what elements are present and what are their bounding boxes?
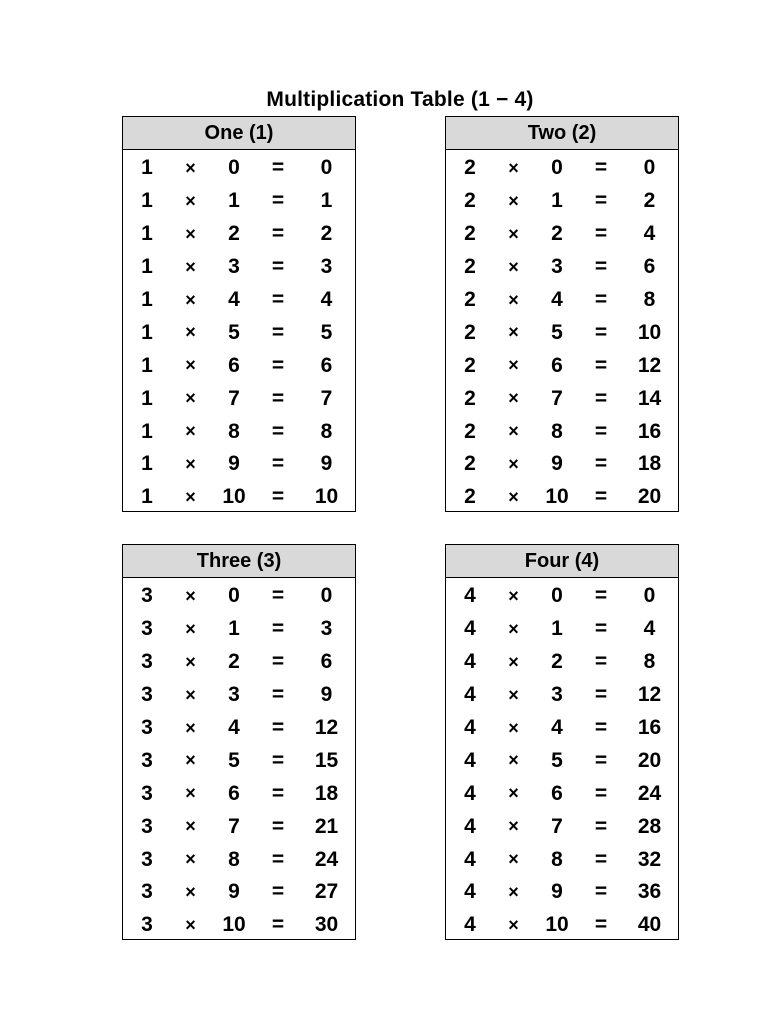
- product: 8: [643, 288, 656, 311]
- times-sign: ×: [185, 453, 196, 474]
- times-sign: ×: [508, 388, 519, 409]
- equals-sign: =: [594, 222, 608, 246]
- table-row: [446, 218, 678, 251]
- times-sign: ×: [185, 223, 196, 244]
- equals-sign: =: [271, 683, 285, 707]
- table-row: [446, 646, 678, 679]
- table-row: [123, 744, 355, 777]
- table-row: [446, 876, 678, 909]
- multiplicand: 4: [464, 716, 476, 739]
- table-row: [446, 481, 678, 514]
- multiplier: 1: [551, 189, 563, 213]
- product: 12: [637, 353, 662, 377]
- product: 9: [320, 683, 333, 707]
- multiplicand: 4: [464, 781, 476, 805]
- multiplier: 0: [228, 584, 240, 608]
- equals-sign: =: [271, 386, 285, 410]
- multiplier: 1: [551, 617, 563, 641]
- equals-sign: =: [594, 781, 608, 805]
- multiplicand: 2: [464, 452, 476, 476]
- equals-sign: =: [594, 353, 608, 377]
- equals-sign: =: [594, 189, 608, 213]
- multiplier: 7: [551, 386, 563, 410]
- table-row: [123, 712, 355, 745]
- table-row: [123, 218, 355, 251]
- equals-sign: =: [594, 288, 608, 311]
- equals-sign: =: [594, 320, 608, 344]
- table-row: [446, 580, 678, 613]
- product: 8: [320, 419, 333, 443]
- equals-sign: =: [594, 452, 608, 476]
- table-row: [446, 613, 678, 646]
- equals-sign: =: [271, 353, 285, 377]
- equals-sign: =: [594, 485, 608, 509]
- multiplier: 2: [551, 222, 563, 246]
- product: 16: [637, 419, 662, 443]
- multiplicand: 3: [141, 880, 153, 904]
- multiplier: 10: [545, 913, 569, 937]
- multiplier: 4: [551, 288, 563, 311]
- times-sign: ×: [508, 453, 519, 474]
- times-sign: ×: [508, 289, 519, 310]
- equals-sign: =: [271, 156, 285, 180]
- multiplier: 5: [228, 748, 240, 772]
- table-row: [123, 613, 355, 646]
- table-row: [446, 185, 678, 218]
- multiplicand: 1: [141, 386, 153, 410]
- multiplier: 9: [551, 452, 563, 476]
- multiplicand: 3: [141, 748, 153, 772]
- times-sign: ×: [185, 322, 196, 343]
- equals-sign: =: [594, 419, 608, 443]
- multiplier: 5: [551, 748, 563, 772]
- equals-sign: =: [271, 716, 285, 739]
- equals-sign: =: [594, 156, 608, 180]
- times-sign: ×: [508, 157, 519, 178]
- multiplicand: 4: [464, 847, 476, 871]
- multiplicand: 2: [464, 288, 476, 311]
- equals-sign: =: [594, 814, 608, 838]
- equals-sign: =: [594, 650, 608, 674]
- equals-sign: =: [271, 650, 285, 674]
- product: 20: [637, 748, 662, 772]
- multiplicand: 2: [464, 320, 476, 344]
- times-sign: ×: [508, 750, 519, 771]
- table-row: [123, 382, 355, 415]
- table-row: [123, 415, 355, 448]
- multiplier: 1: [228, 189, 240, 213]
- multiplicand: 3: [141, 716, 153, 739]
- table-row: [123, 316, 355, 349]
- product: 18: [637, 452, 662, 476]
- equals-sign: =: [271, 880, 285, 904]
- multiplier: 9: [228, 880, 240, 904]
- table-row: [123, 777, 355, 810]
- product: 27: [314, 880, 339, 904]
- times-sign: ×: [508, 190, 519, 211]
- table-row: [446, 843, 678, 876]
- product: 4: [643, 222, 656, 246]
- times-sign: ×: [185, 816, 196, 837]
- equals-sign: =: [594, 716, 608, 739]
- multiplier: 10: [545, 485, 569, 509]
- table-four: [445, 544, 679, 940]
- table-row: [446, 349, 678, 382]
- times-sign: ×: [508, 355, 519, 376]
- table-row: [446, 284, 678, 317]
- multiplier: 6: [228, 781, 240, 805]
- table-row: [123, 876, 355, 909]
- multiplicand: 3: [141, 584, 153, 608]
- multiplicand: 4: [464, 913, 476, 937]
- table-two: [445, 116, 679, 512]
- multiplicand: 1: [141, 320, 153, 344]
- multiplicand: 1: [141, 222, 153, 246]
- multiplier: 3: [228, 683, 240, 707]
- times-sign: ×: [185, 651, 196, 672]
- product: 12: [314, 716, 339, 739]
- equals-sign: =: [594, 386, 608, 410]
- equals-sign: =: [594, 847, 608, 871]
- product: 28: [637, 814, 662, 838]
- equals-sign: =: [594, 617, 608, 641]
- times-sign: ×: [185, 421, 196, 442]
- multiplicand: 1: [141, 452, 153, 476]
- multiplier: 9: [551, 880, 563, 904]
- equals-sign: =: [271, 584, 285, 608]
- multiplier: 8: [551, 847, 563, 871]
- equals-sign: =: [594, 255, 608, 279]
- table-row: [446, 744, 678, 777]
- times-sign: ×: [185, 750, 196, 771]
- times-sign: ×: [508, 684, 519, 705]
- multiplier: 8: [551, 419, 563, 443]
- multiplier: 0: [228, 156, 240, 180]
- product: 10: [314, 485, 339, 509]
- times-sign: ×: [185, 289, 196, 310]
- times-sign: ×: [185, 388, 196, 409]
- product: 30: [314, 913, 339, 937]
- product: 14: [637, 386, 662, 410]
- table-row: [123, 448, 355, 481]
- equals-sign: =: [271, 452, 285, 476]
- multiplier: 5: [551, 320, 563, 344]
- multiplicand: 2: [464, 222, 476, 246]
- multiplier: 2: [228, 650, 240, 674]
- product: 1: [320, 189, 333, 213]
- multiplicand: 4: [464, 683, 476, 707]
- product: 24: [314, 847, 339, 871]
- table-rows: [446, 150, 678, 514]
- table-row: [446, 448, 678, 481]
- multiplicand: 1: [141, 189, 153, 213]
- table-heading: Three (3): [123, 545, 355, 578]
- multiplier: 7: [228, 814, 240, 838]
- equals-sign: =: [271, 485, 285, 509]
- table-heading: One (1): [123, 117, 355, 150]
- times-sign: ×: [185, 717, 196, 738]
- multiplier: 2: [228, 222, 240, 246]
- multiplicand: 2: [464, 386, 476, 410]
- times-sign: ×: [185, 914, 196, 935]
- multiplicand: 2: [464, 255, 476, 279]
- table-row: [123, 580, 355, 613]
- product: 18: [314, 781, 339, 805]
- times-sign: ×: [508, 783, 519, 804]
- product: 20: [637, 485, 662, 509]
- times-sign: ×: [185, 585, 196, 606]
- times-sign: ×: [508, 717, 519, 738]
- table-row: [446, 712, 678, 745]
- equals-sign: =: [271, 419, 285, 443]
- product: 32: [637, 847, 662, 871]
- equals-sign: =: [271, 913, 285, 937]
- multiplier: 2: [551, 650, 563, 674]
- table-row: [446, 679, 678, 712]
- multiplier: 3: [228, 255, 240, 279]
- multiplicand: 3: [141, 683, 153, 707]
- table-row: [446, 382, 678, 415]
- multiplicand: 1: [141, 156, 153, 180]
- table-row: [446, 810, 678, 843]
- multiplier: 0: [551, 584, 563, 608]
- times-sign: ×: [185, 157, 196, 178]
- equals-sign: =: [271, 781, 285, 805]
- multiplicand: 1: [141, 419, 153, 443]
- equals-sign: =: [271, 814, 285, 838]
- times-sign: ×: [508, 618, 519, 639]
- product: 6: [643, 255, 656, 279]
- multiplicand: 4: [464, 584, 476, 608]
- times-sign: ×: [508, 881, 519, 902]
- times-sign: ×: [185, 256, 196, 277]
- multiplier: 3: [551, 683, 563, 707]
- table-row: [123, 152, 355, 185]
- table-row: [123, 481, 355, 514]
- multiplier: 4: [551, 716, 563, 739]
- product: 0: [643, 156, 656, 180]
- multiplier: 7: [551, 814, 563, 838]
- product: 6: [320, 650, 333, 674]
- multiplicand: 1: [141, 353, 153, 377]
- multiplicand: 2: [464, 353, 476, 377]
- times-sign: ×: [185, 486, 196, 507]
- multiplier: 8: [228, 419, 240, 443]
- multiplier: 0: [551, 156, 563, 180]
- multiplicand: 1: [141, 485, 153, 509]
- product: 9: [320, 452, 333, 476]
- table-row: [123, 909, 355, 942]
- table-row: [123, 284, 355, 317]
- multiplicand: 4: [464, 617, 476, 641]
- table-row: [123, 679, 355, 712]
- times-sign: ×: [185, 684, 196, 705]
- multiplier: 5: [228, 320, 240, 344]
- product: 0: [320, 584, 333, 608]
- product: 0: [643, 584, 656, 608]
- multiplicand: 4: [464, 814, 476, 838]
- equals-sign: =: [271, 288, 285, 311]
- table-one: [122, 116, 356, 512]
- table-three: [122, 544, 356, 940]
- equals-sign: =: [594, 913, 608, 937]
- equals-sign: =: [271, 617, 285, 641]
- equals-sign: =: [594, 584, 608, 608]
- multiplier: 4: [228, 288, 240, 311]
- table-row: [123, 185, 355, 218]
- multiplier: 6: [551, 353, 563, 377]
- table-rows: [446, 578, 678, 942]
- multiplicand: 2: [464, 485, 476, 509]
- multiplier: 6: [551, 781, 563, 805]
- times-sign: ×: [185, 881, 196, 902]
- multiplier: 4: [228, 716, 240, 739]
- table-row: [123, 251, 355, 284]
- product: 21: [314, 814, 339, 838]
- times-sign: ×: [508, 914, 519, 935]
- times-sign: ×: [508, 322, 519, 343]
- product: 2: [643, 189, 656, 213]
- equals-sign: =: [271, 189, 285, 213]
- product: 24: [637, 781, 662, 805]
- multiplicand: 3: [141, 814, 153, 838]
- table-rows: [123, 578, 355, 942]
- table-row: [446, 777, 678, 810]
- times-sign: ×: [185, 618, 196, 639]
- product: 8: [643, 650, 656, 674]
- times-sign: ×: [185, 783, 196, 804]
- product: 6: [320, 353, 333, 377]
- product: 4: [643, 617, 656, 641]
- times-sign: ×: [508, 849, 519, 870]
- table-row: [446, 909, 678, 942]
- multiplicand: 1: [141, 255, 153, 279]
- multiplier: 10: [222, 913, 246, 937]
- equals-sign: =: [594, 683, 608, 707]
- product: 10: [637, 320, 662, 344]
- multiplicand: 1: [141, 288, 153, 311]
- product: 3: [320, 617, 333, 641]
- table-row: [123, 646, 355, 679]
- times-sign: ×: [185, 849, 196, 870]
- multiplicand: 2: [464, 419, 476, 443]
- times-sign: ×: [508, 256, 519, 277]
- multiplier: 6: [228, 353, 240, 377]
- multiplicand: 2: [464, 156, 476, 180]
- equals-sign: =: [271, 847, 285, 871]
- product: 2: [320, 222, 333, 246]
- equals-sign: =: [271, 222, 285, 246]
- multiplicand: 3: [141, 913, 153, 937]
- product: 15: [314, 748, 339, 772]
- table-rows: [123, 150, 355, 514]
- table-heading: Four (4): [446, 545, 678, 578]
- table-row: [446, 415, 678, 448]
- times-sign: ×: [185, 355, 196, 376]
- equals-sign: =: [594, 748, 608, 772]
- times-sign: ×: [508, 651, 519, 672]
- product: 36: [637, 880, 662, 904]
- table-row: [123, 810, 355, 843]
- table-row: [446, 251, 678, 284]
- page-title: Multiplication Table (1 − 4): [266, 88, 534, 111]
- multiplier: 10: [222, 485, 246, 509]
- product: 3: [320, 255, 333, 279]
- table-row: [446, 152, 678, 185]
- multiplicand: 3: [141, 781, 153, 805]
- multiplier: 9: [228, 452, 240, 476]
- multiplicand: 4: [464, 748, 476, 772]
- times-sign: ×: [508, 816, 519, 837]
- product: 0: [320, 156, 333, 180]
- times-sign: ×: [508, 421, 519, 442]
- multiplier: 3: [551, 255, 563, 279]
- equals-sign: =: [271, 320, 285, 344]
- product: 16: [637, 716, 662, 739]
- multiplicand: 3: [141, 650, 153, 674]
- multiplicand: 3: [141, 847, 153, 871]
- product: 5: [320, 320, 333, 344]
- equals-sign: =: [271, 748, 285, 772]
- multiplicand: 4: [464, 880, 476, 904]
- multiplicand: 4: [464, 650, 476, 674]
- product: 4: [320, 288, 333, 311]
- multiplicand: 3: [141, 617, 153, 641]
- times-sign: ×: [508, 486, 519, 507]
- table-row: [446, 316, 678, 349]
- times-sign: ×: [508, 585, 519, 606]
- table-row: [123, 349, 355, 382]
- product: 12: [637, 683, 662, 707]
- product: 40: [637, 913, 662, 937]
- equals-sign: =: [271, 255, 285, 279]
- multiplier: 8: [228, 847, 240, 871]
- equals-sign: =: [594, 880, 608, 904]
- times-sign: ×: [508, 223, 519, 244]
- multiplier: 7: [228, 386, 240, 410]
- table-heading: Two (2): [446, 117, 678, 150]
- times-sign: ×: [185, 190, 196, 211]
- multiplicand: 2: [464, 189, 476, 213]
- table-row: [123, 843, 355, 876]
- multiplier: 1: [228, 617, 240, 641]
- product: 7: [320, 386, 333, 410]
